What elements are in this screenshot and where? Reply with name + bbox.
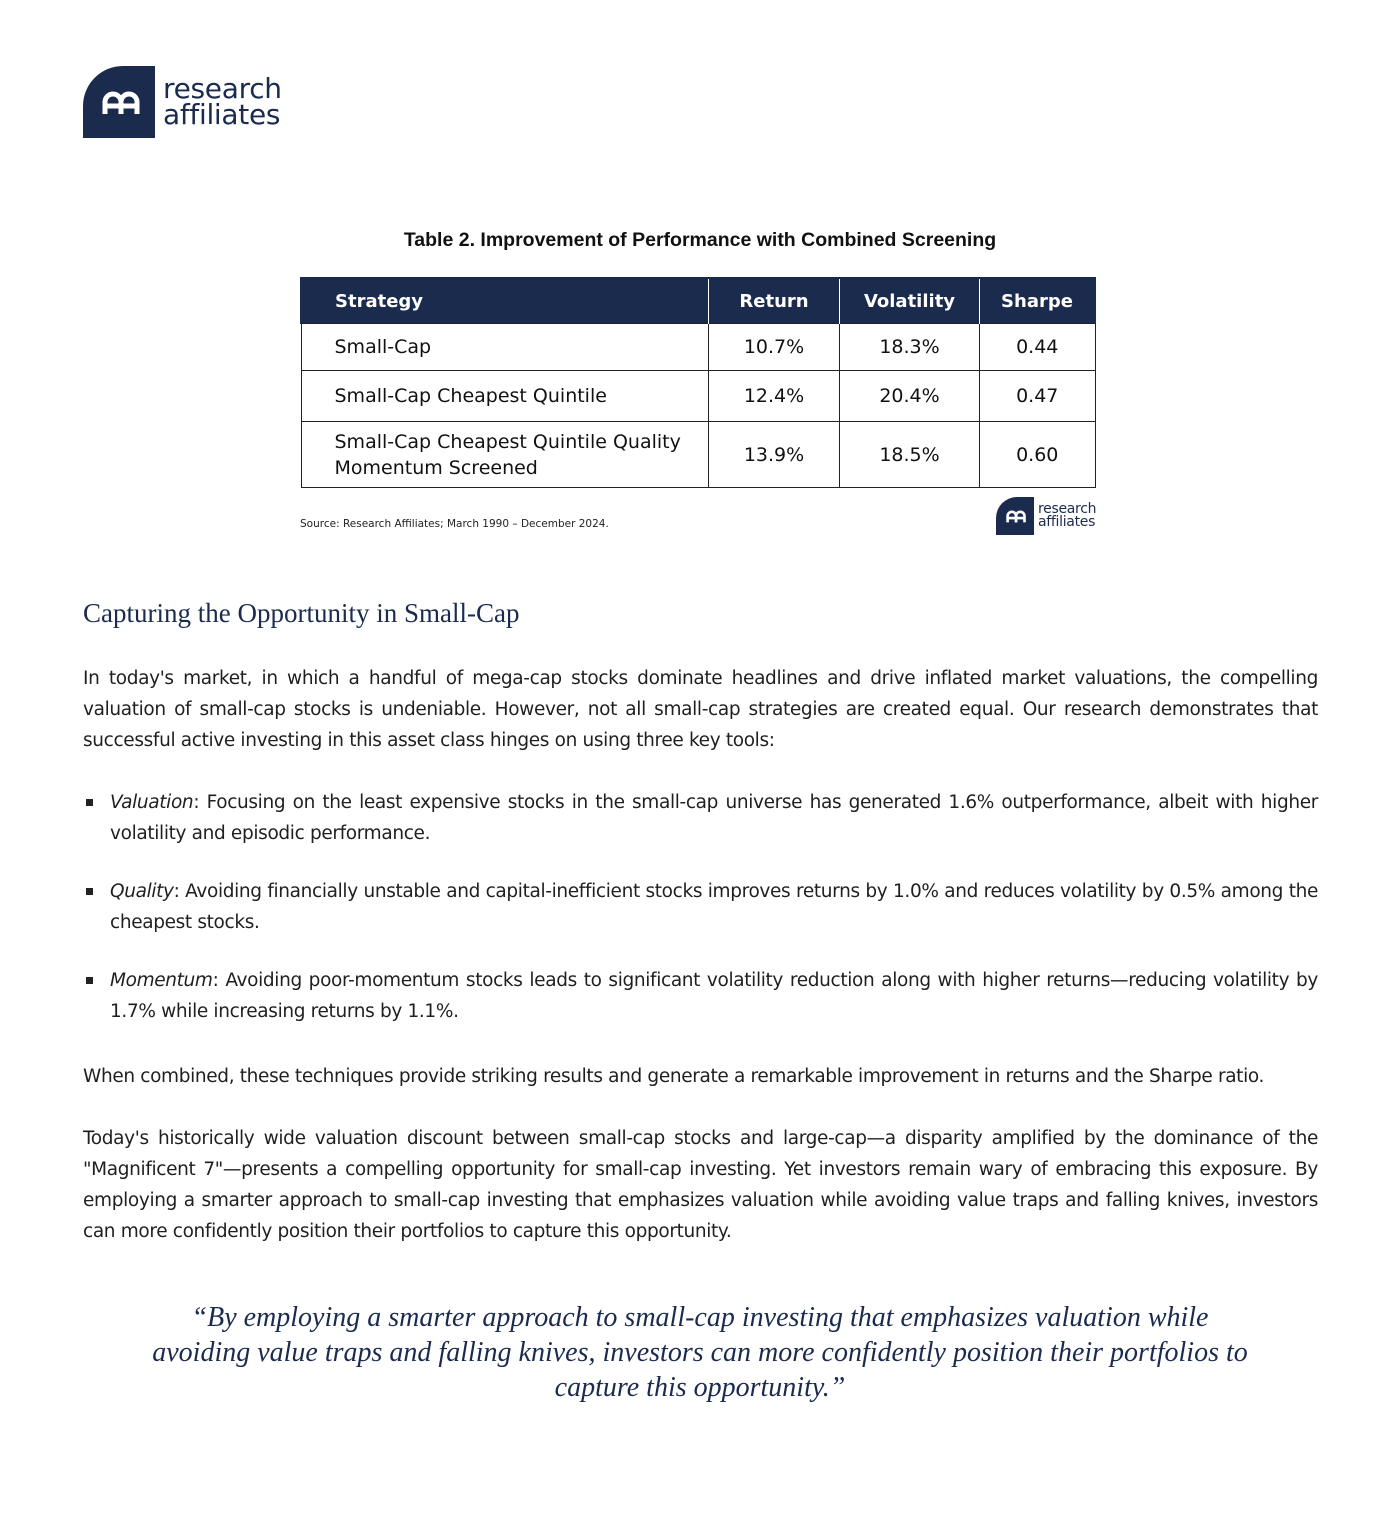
sharpe-cell: 0.44 [980,324,1096,371]
brand-name-line2: affiliates [163,98,281,131]
sharpe-cell: 0.47 [980,371,1096,422]
table-brand-wordmark [1038,503,1096,529]
research-affiliates-logo-icon [83,66,155,138]
strategy-cell [301,371,709,422]
table-header-row [301,278,1095,324]
column-header-sharpe: Sharpe [980,278,1096,324]
table-brand-logo [996,497,1096,535]
strategy-name: Small-Cap [334,336,432,358]
table-title: Table 2. Improvement of Performance with Combined Screening [403,229,997,251]
brand-name-line1: research [163,72,282,105]
volatility-cell: 18.3% [840,324,980,371]
bullet-square-icon [86,888,93,895]
bullet-term: Quality [110,881,174,902]
strategy-name: Small-Cap Cheapest Quintile [334,385,607,407]
strategy-cell [301,324,709,371]
table-row [301,371,1095,422]
combined-paragraph: When combined, these techniques provide striking results and generate a remarkable improvement in returns and the Sharpe ratio. [83,1066,1265,1087]
brand-name-line2: affiliates [1038,514,1096,530]
key-tools-list [83,787,1318,1054]
intro-paragraph: In today's market, in which a handful of mega-cap stocks dominate headlines and drive inflated market valuations, the compelling valuation of small-cap stocks is undeniable. However, not all small-cap strategies are created equal. Our research demonstrates that successful active investing in this asset class hinges on using three key tools: [83,668,1318,751]
performance-table [300,277,1096,488]
column-header-return: Return [709,278,840,324]
bullet-square-icon [86,799,93,806]
column-header-volatility: Volatility [840,278,980,324]
bullet-text: : Avoiding financially unstable and capital-inefficient stocks improves returns by 1.0% and reduces volatility by 0.5% among the cheapest stocks. [110,881,1318,933]
column-header-strategy: Strategy [301,278,709,324]
return-cell: 12.4% [709,371,840,422]
pull-quote: “By employing a smarter approach to small-cap investing that emphasizes valuation while avoiding value traps and falling knives, investors can more confidently position their portfolios to capture this opportunity.” [152,1302,1248,1403]
list-item [83,787,1318,849]
return-cell: 13.9% [709,422,840,488]
strategy-cell [301,422,709,488]
table-source-note: Source: Research Affiliates; March 1990 – December 2024. [300,518,609,530]
research-affiliates-logo-icon [996,497,1034,535]
strategy-name-line1: Small-Cap Cheapest Quintile Quality [334,430,681,453]
conclusion-paragraph: Today's historically wide valuation discount between small-cap stocks and large-cap—a disparity amplified by the dominance of the "Magnificent 7"—presents a compelling opportunity for small-cap investing. Yet investors remain wary of embracing this exposure. By employing a smarter approach to small-cap investing that emphasizes valuation while avoiding value traps and falling knives, investors can more confidently position their portfolios to capture this opportunity. [83,1128,1318,1242]
brand-wordmark [163,72,282,131]
section-heading: Capturing the Opportunity in Small-Cap [83,598,520,628]
list-item [83,965,1318,1027]
volatility-cell: 20.4% [840,371,980,422]
return-cell: 10.7% [709,324,840,371]
bullet-text: : Avoiding poor-momentum stocks leads to significant volatility reduction along with higher returns—reducing volatility by 1.7% while increasing returns by 1.1%. [110,970,1318,1022]
brand-name-line1: research [1038,501,1097,517]
table-row [301,324,1095,371]
bullet-square-icon [86,977,93,984]
volatility-cell: 18.5% [840,422,980,488]
bullet-term: Valuation [110,792,194,813]
strategy-name-line2: Momentum Screened [334,456,538,479]
brand-logo [83,66,282,138]
table-row [301,422,1095,488]
list-item [83,876,1318,938]
bullet-term: Momentum [110,970,213,991]
bullet-text: : Focusing on the least expensive stocks in the small-cap universe has generated 1.6% outperformance, albeit with higher volatility and episodic performance. [110,792,1318,844]
sharpe-cell: 0.60 [980,422,1096,488]
